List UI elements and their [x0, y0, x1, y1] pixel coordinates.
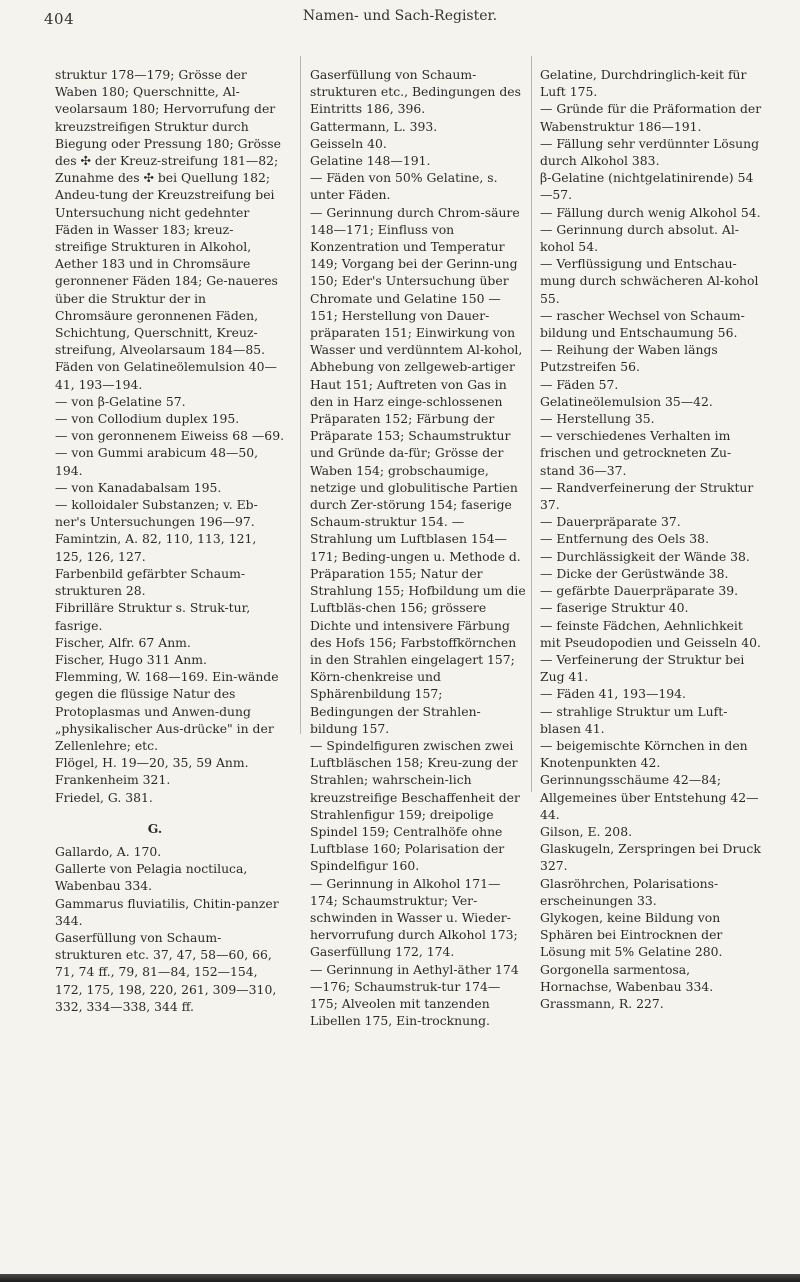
index-entry: Gelatine, Durchdringlich-keit für Luft 175. — [540, 67, 747, 100]
index-entry: Gallerte von Pelagia noctiluca, Wabenbau 334. — [55, 861, 248, 894]
index-entry: Fischer, Alfr. 67 Anm. — [55, 634, 191, 650]
index-entry: — von β-Gelatine 57. — [55, 393, 186, 409]
index-entry: — von geronnenem Eiweiss 68 —69. — [55, 428, 285, 444]
index-entry: — kolloidaler Substanzen; v. Eb-ner's Untersuchungen 196—97. — [55, 497, 258, 530]
index-entry: — Herstellung 35. — [540, 411, 655, 427]
index-column-1 — [55, 66, 285, 1015]
index-entry: Frankenheim 321. — [55, 772, 171, 788]
index-entry: — Randverfeinerung der Struktur 37. — [540, 479, 754, 513]
index-entry: — gefärbte Dauerpräparate 39. — [540, 583, 739, 599]
index-entry: Gaserfüllung von Schaum-strukturen etc. 37, 47, 58—60, 66, 71, 74 ff., 79, 81—84, 152—154, 172, 175, 198, 220, 261, 309—310, 332, 334—338, 344 ff. — [55, 929, 277, 1014]
index-entry: Gorgonella sarmentosa, Hornachse, Wabenbau 334. — [540, 961, 714, 994]
index-column-2 — [310, 66, 528, 1029]
index-entry: Farbenbild gefärbter Schaum-strukturen 28. — [55, 565, 246, 599]
index-entry: Gaserfüllung von Schaum-strukturen etc., Bedingungen des Eintritts 186, 396. — [310, 67, 521, 117]
index-entry: Gerinnungsschäume 42—84; Allgemeines über Entstehung 42—44. — [540, 772, 759, 822]
index-entry: struktur 178—179; Grösse der Waben 180; Querschnitte, Al-veolarsaum 180; Hervorrufung der kreuzstreifigen Struktur durch Biegung oder Pressung 180; Grösse des ✣ der Kreuz-streifung 181—82; Zunahme des ✣ bei Quellung 182; Andeu-tung der Kreuzstreifung bei Untersuchung nicht gedehnter Fäden in Wasser 183; kreuz-streifige Strukturen in Alkohol, Aether 183 und in Chromsäure geronnener Fäden 184; Ge-naueres über die Struktur der in Chromsäure geronnenen Fäden, Schichtung, Querschnitt, Kreuz-streifung, Alveolarsaum 184—85. — [55, 67, 281, 358]
index-entry: Glaskugeln, Zerspringen bei Druck 327. — [540, 841, 761, 874]
index-entry: — Entfernung des Oels 38. — [540, 531, 710, 547]
column-divider — [300, 56, 301, 734]
index-entry: Flemming, W. 168—169. Ein-wände gegen die flüssige Natur des Protoplasmas und Anwen-dung „physikalischer Aus-drücke" in der Zellenlehre; etc. — [55, 669, 279, 753]
index-entry: Grassmann, R. 227. — [540, 995, 664, 1011]
index-entry: Fäden von Gelatineölemulsion 40—41, 193—194. — [55, 359, 277, 392]
index-entry: Fibrilläre Struktur s. Struk-tur, fasrige. — [55, 600, 251, 633]
index-entry: Gilson, E. 208. — [540, 823, 633, 839]
index-entry: — Dicke der Gerüstwände 38. — [540, 565, 729, 581]
index-entry: β-Gelatine (nichtgelatinirende) 54—57. — [540, 170, 754, 203]
index-entry: — verschiedenes Verhalten im frischen und getrockneten Zu-stand 36—37. — [540, 428, 732, 478]
index-entry: Gammarus fluviatilis, Chitin-panzer 344. — [55, 895, 279, 928]
index-entry: Gelatineölemulsion 35—42. — [540, 393, 713, 409]
index-entry: Glasröhrchen, Polarisations-erscheinungen 33. — [540, 875, 719, 908]
index-entry: — Durchlässigkeit der Wände 38. — [540, 548, 750, 564]
page-number: 404 — [44, 10, 75, 28]
index-entry: — Fäden von 50% Gelatine, s. unter Fäden. — [310, 170, 498, 203]
index-column-3 — [540, 66, 762, 1012]
index-entry: — Fäden 41, 193—194. — [540, 686, 686, 702]
index-entry: — Fällung durch wenig Alkohol 54. — [540, 204, 761, 220]
index-entry: Gelatine 148—191. — [310, 153, 431, 169]
index-entry: Gattermann, L. 393. — [310, 118, 438, 134]
index-entry: — Gerinnung durch absolut. Al-kohol 54. — [540, 221, 739, 255]
index-entry: — strahlige Struktur um Luft-blasen 41. — [540, 703, 728, 736]
index-entry: — Fällung sehr verdünnter Lösung durch Alkohol 383. — [540, 135, 760, 169]
scan-bottom-edge — [0, 1274, 800, 1282]
column-divider — [531, 56, 532, 792]
index-entry: — Verfeinerung der Struktur bei Zug 41. — [540, 651, 745, 685]
index-entry: — beigemischte Körnchen in den Knotenpunkten 42. — [540, 737, 748, 771]
index-entry: — Gerinnung in Alkohol 171—174; Schaumstruktur; Ver-schwinden in Wasser u. Wieder-hervorrufung durch Alkohol 173; Gaserfüllung 172, 174. — [310, 875, 518, 960]
index-entry: — faserige Struktur 40. — [540, 600, 689, 616]
index-entry: — Dauerpräparate 37. — [540, 514, 681, 530]
index-entry: — von Gummi arabicum 48—50, 194. — [55, 445, 259, 478]
index-entry: — feinste Fädchen, Aehnlichkeit mit Pseudopodien und Geisseln 40. — [540, 617, 761, 650]
section-letter-heading: G. — [147, 820, 163, 836]
running-head: Namen- und Sach-Register. — [302, 8, 498, 24]
index-entry: Fischer, Hugo 311 Anm. — [55, 651, 207, 667]
index-entry: Friedel, G. 381. — [55, 789, 153, 805]
index-entry: Flögel, H. 19—20, 35, 59 Anm. — [55, 755, 249, 771]
index-entry: Famintzin, A. 82, 110, 113, 121, 125, 126, 127. — [55, 531, 257, 564]
index-entry: — rascher Wechsel von Schaum-bildung und Entschaumung 56. — [540, 307, 745, 341]
index-entry: — von Kanadabalsam 195. — [55, 479, 222, 495]
index-entry: — Gerinnung in Aethyl-äther 174—176; Schaumstruk-tur 174—175; Alveolen mit tanzenden Libellen 175, Ein-trocknung. — [310, 961, 519, 1029]
index-entry: — Spindelfiguren zwischen zwei Luftbläschen 158; Kreu-zung der Strahlen; wahrschein-lich kreuzstreifige Beschaffenheit der Strahlenfigur 159; dreipolige Spindel 159; Centralhöfe ohne Luftblase 160; Polarisation der Spindelfigur 160. — [310, 737, 520, 874]
index-entry: — Reihung der Waben längs Putzstreifen 56. — [540, 342, 718, 375]
index-entry: — von Collodium duplex 195. — [55, 411, 240, 427]
index-entry: — Fäden 57. — [540, 376, 619, 392]
index-entry: — Verflüssigung und Entschau-mung durch schwächeren Al-kohol 55. — [540, 256, 759, 306]
index-entry: — Gründe für die Präformation der Wabenstruktur 186—191. — [540, 101, 762, 134]
index-entry: — Gerinnung durch Chrom-säure 148—171; Einfluss von Konzentration und Temperatur 149; Vorgang bei der Gerinn-ung 150; Eder's Untersuchung über Chromate und Gelatine 150 —151; Herstellung von Dauer-präparaten 151; Einwirkung von Wasser und verdünntem Al-kohol, Abhebung von zellgeweb-artiger Haut 151; Auftreten von Gas in den in Harz einge-schlossenen Präparaten 152; Färbung der Präparate 153; Schaumstruktur und Gründe da-für; Grösse der Waben 154; grobschaumige, netzige und globulitische Partien durch Zer-störung 154; faserige Schaum-struktur 154. — Strahlung um Luftblasen 154—171; Beding-ungen u. Methode d. Präparation 155; Natur der Strahlung 155; Hofbildung um die Luftbläs-chen 156; grössere Dichte und intensivere Färbung des Hofs 156; Farbstoffkörnchen in den Strahlen eingelagert 157; Körn-chenkreise und Sphärenbildung 157; Bedingungen der Strahlen-bildung 157. — [310, 204, 526, 736]
index-entry: Geisseln 40. — [310, 135, 387, 151]
index-entry: Gallardo, A. 170. — [55, 843, 162, 859]
index-entry: Glykogen, keine Bildung von Sphären bei Eintrocknen der Lösung mit 5% Gelatine 280. — [540, 909, 723, 960]
